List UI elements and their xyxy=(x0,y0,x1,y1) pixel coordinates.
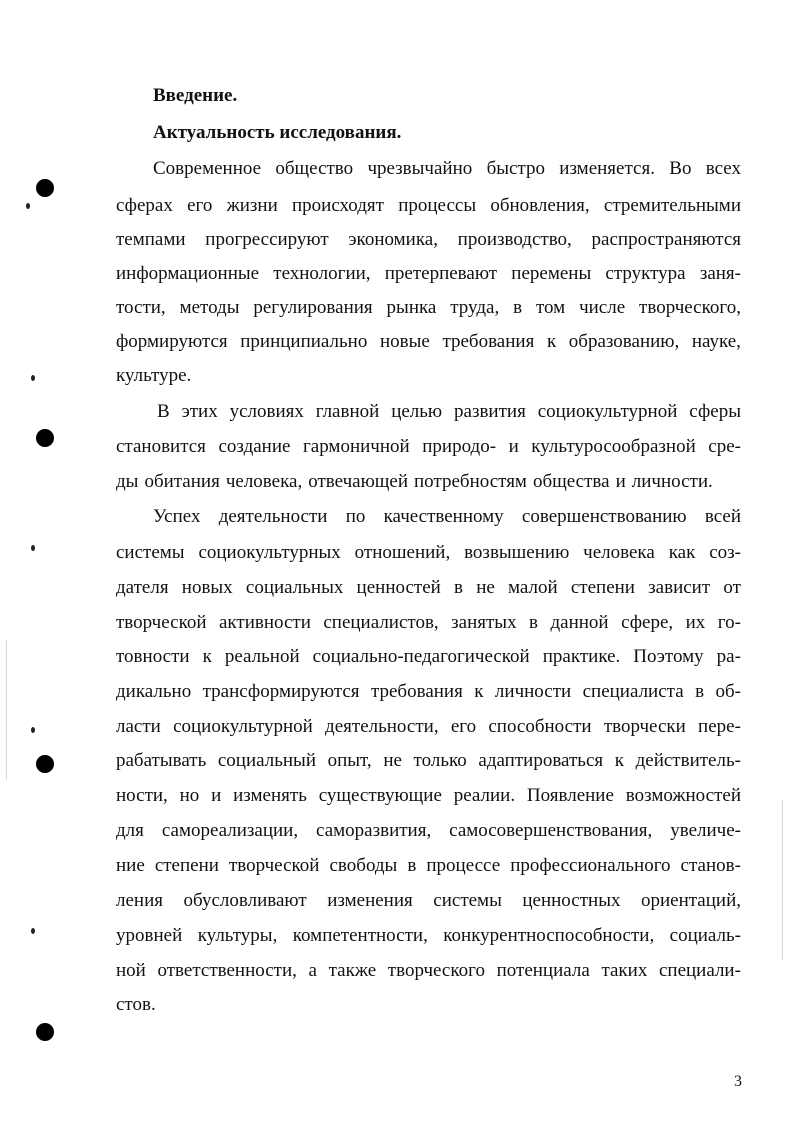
text-line: товности к реальной социально-педагогической практике. Поэтому ра- xyxy=(116,646,741,667)
text-line: творческой активности специалистов, занятых в данной сфере, их го- xyxy=(116,612,741,633)
text-line: темпами прогрессируют экономика, производство, распространяются xyxy=(116,229,741,250)
scan-speck xyxy=(26,203,30,209)
text-line: ласти социокультурной деятельности, его способности творчески пере- xyxy=(116,716,741,737)
binder-hole xyxy=(36,1023,54,1041)
heading-introduction: Введение. xyxy=(153,85,238,106)
text-line: ной ответственности, а также творческого потенциала таких специали- xyxy=(116,960,741,981)
text-line: информационные технологии, претерпевают перемены структура заня- xyxy=(116,263,741,284)
text-line: становится создание гармоничной природо- и культуросообразной сре- xyxy=(116,436,741,457)
scan-edge-line xyxy=(782,800,783,960)
text-line: формируются принципиально новые требования к образованию, науке, xyxy=(116,331,741,352)
binder-hole xyxy=(36,179,54,197)
text-line: рабатывать социальный опыт, не только адаптироваться к действитель- xyxy=(116,750,741,771)
text-line: дателя новых социальных ценностей в не малой степени зависит от xyxy=(116,577,741,598)
text-line: ления обусловливают изменения системы ценностных ориентаций, xyxy=(116,890,741,911)
page-number: 3 xyxy=(734,1073,742,1090)
text-line: тости, методы регулирования рынка труда, в том числе творческого, xyxy=(116,297,741,318)
text-line: уровней культуры, компетентности, конкурентноспособности, социаль- xyxy=(116,925,741,946)
heading-relevance: Актуальность исследования. xyxy=(153,122,402,143)
scan-speck xyxy=(31,727,35,733)
binder-hole xyxy=(36,429,54,447)
text-line: ды обитания человека, отвечающей потребностям общества и личности. xyxy=(116,471,713,492)
text-line: культуре. xyxy=(116,365,192,386)
text-line: системы социокультурных отношений, возвышению человека как соз- xyxy=(116,542,741,563)
text-line: Современное общество чрезвычайно быстро изменяется. Во всех xyxy=(153,158,741,179)
text-line: В этих условиях главной целью развития социокультурной сферы xyxy=(157,401,741,422)
text-line: ности, но и изменять существующие реалии. Появление возможностей xyxy=(116,785,741,806)
text-line: ние степени творческой свободы в процессе профессионального станов- xyxy=(116,855,741,876)
scan-speck xyxy=(31,928,35,934)
scan-edge-line xyxy=(6,640,7,780)
text-line: Успех деятельности по качественному совершенствованию всей xyxy=(153,506,741,527)
text-line: для самореализации, саморазвития, самосовершенствования, увеличе- xyxy=(116,820,741,841)
text-line: стов. xyxy=(116,994,156,1015)
scan-speck xyxy=(31,375,35,381)
binder-hole xyxy=(36,755,54,773)
scan-speck xyxy=(31,545,35,551)
text-line: сферах его жизни происходят процессы обновления, стремительными xyxy=(116,195,741,216)
text-line: дикально трансформируются требования к личности специалиста в об- xyxy=(116,681,741,702)
